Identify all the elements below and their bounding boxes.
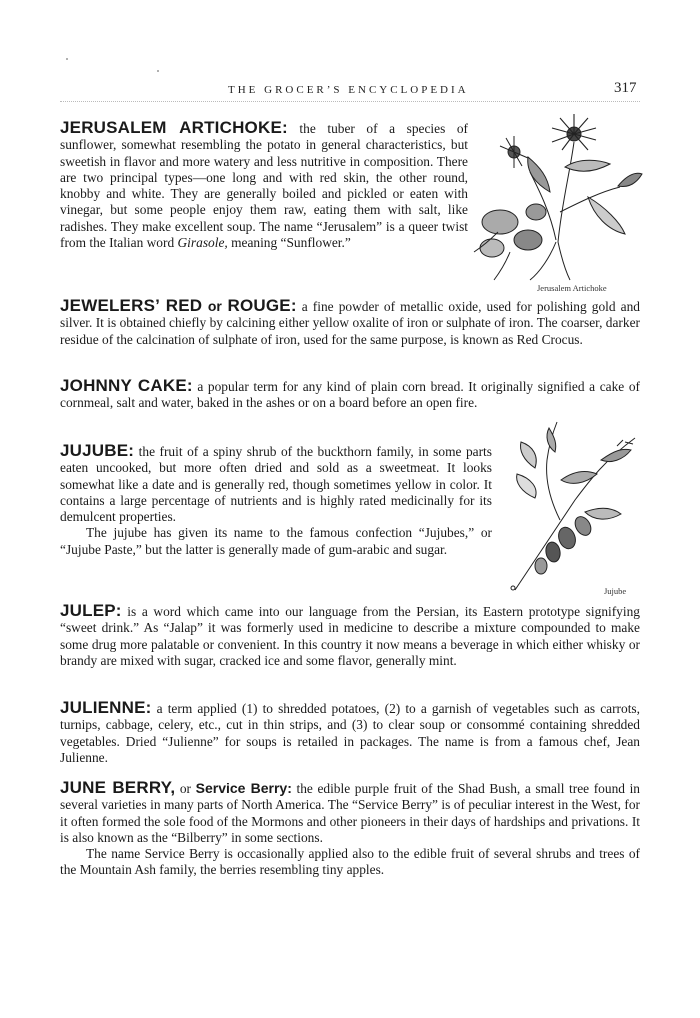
entry-term: JEWELERS’ RED bbox=[60, 296, 203, 315]
entry-term: JUJUBE: bbox=[60, 441, 135, 460]
entry-term: JULIENNE: bbox=[60, 698, 152, 717]
entry-jewelers-red bbox=[60, 298, 640, 348]
entry-julienne bbox=[60, 700, 640, 766]
entry-term-alt: Service Berry: bbox=[195, 780, 292, 796]
entry-term: JUNE BERRY, bbox=[60, 778, 176, 797]
entry-julep bbox=[60, 603, 640, 669]
entry-term: ROUGE: bbox=[227, 296, 297, 315]
entry-johnny-cake bbox=[60, 378, 640, 412]
header-rule bbox=[60, 101, 640, 102]
entry-term: JERUSALEM ARTICHOKE: bbox=[60, 118, 288, 137]
speck bbox=[66, 58, 68, 60]
entry-jerusalem-artichoke bbox=[60, 120, 468, 251]
entry-text: a term applied (1) to shredded potatoes, (2) to a garnish of vegetables such as carrots, turnips, cabbage, celery, etc., cut in thin strips, and (3) to clear soup or consommé containing shredded vegetables. Dried “Julienne” for soups is retailed in packages. The name is from a famous chef, Jean Julienne. bbox=[60, 701, 640, 765]
entry-text: meaning “Sunflower.” bbox=[227, 235, 351, 251]
speck bbox=[157, 70, 159, 72]
entry-paragraph: The name Service Berry is occasionally applied also to the edible fruit of several shrubs and trees of the Mountain Ash family, the berries resembling tiny apples. bbox=[60, 846, 640, 878]
running-head: THE GROCER’S ENCYCLOPEDIA bbox=[228, 84, 469, 96]
entry-term-connector: or bbox=[202, 298, 228, 314]
entry-june-berry bbox=[60, 780, 640, 879]
entry-text: a popular term for any kind of plain corn bread. It originally signified a cake of cornmeal, salt and water, baked in the ashes or on a board before an open fire. bbox=[60, 379, 640, 411]
jujube-caption: Jujube bbox=[604, 586, 627, 596]
entry-italic-word: Girasole, bbox=[177, 235, 228, 251]
entry-term: JULEP: bbox=[60, 601, 122, 620]
page-number: 317 bbox=[614, 80, 637, 96]
entry-text: is a word which came into our language from the Persian, its Eastern prototype signifying “sweet drink.” As “Jalap” it was formerly used in medicine to describe a mixture compounded to make some drug more palatable or convenient. In this country it now means a beverage in which either whisky or brandy are mixed with sugar, cracked ice and some flavor, generally mint. bbox=[60, 604, 640, 668]
entry-text: the edible purple fruit of the Shad Bush, a small tree found in several varieties in many parts of North America. The “Service Berry” is of peculiar interest in the West, for it often formed the sole food of the Mormons and other pioneers in their days of hardships and privations. It is also known as the “Bilberry” in some sections. bbox=[60, 781, 640, 845]
jujube-illustration bbox=[505, 420, 640, 592]
entry-paragraph: The jujube has given its name to the famous confection “Jujubes,” or “Jujube Paste,” but the latter is generally made of gum-arabic and sugar. bbox=[60, 525, 492, 557]
entry-term-connector: or bbox=[175, 781, 196, 796]
entry-text: the fruit of a spiny shrub of the buckthorn family, in some parts eaten uncooked, but more often dried and sold as a sweetmeat. It looks somewhat like a date and is generally red, though sometimes yellow in color. It contains a large percentage of nutrients and is highly rated medicinally for its demulcent properties. bbox=[60, 444, 492, 525]
artichoke-caption: Jerusalem Artichoke bbox=[537, 283, 607, 293]
entry-jujube bbox=[60, 443, 492, 558]
entry-text: the tuber of a species of sunflower, somewhat resembling the potato in general characteristics, but sweetish in flavor and more watery and less nutritive in composition. There are two principal types—one long and with red skin, the other round, knobby and white. They are generally boiled and pickled or eaten with vinegar, but some people enjoy them raw, eating them with salt, like radishes. They make excellent soup. The name “Jerusalem” is a queer twist from the Italian word bbox=[60, 121, 468, 251]
entry-text: a fine powder of metallic oxide, used for polishing gold and silver. It is obtained chiefly by calcining either yellow oxalite of iron or sulphate of iron. The coarser, darker residue of the calcination of sulphate of iron, used for the same purpose, is known as Red Crocus. bbox=[60, 299, 640, 347]
entry-term: JOHNNY CAKE: bbox=[60, 376, 193, 395]
jerusalem-artichoke-illustration bbox=[470, 112, 645, 282]
